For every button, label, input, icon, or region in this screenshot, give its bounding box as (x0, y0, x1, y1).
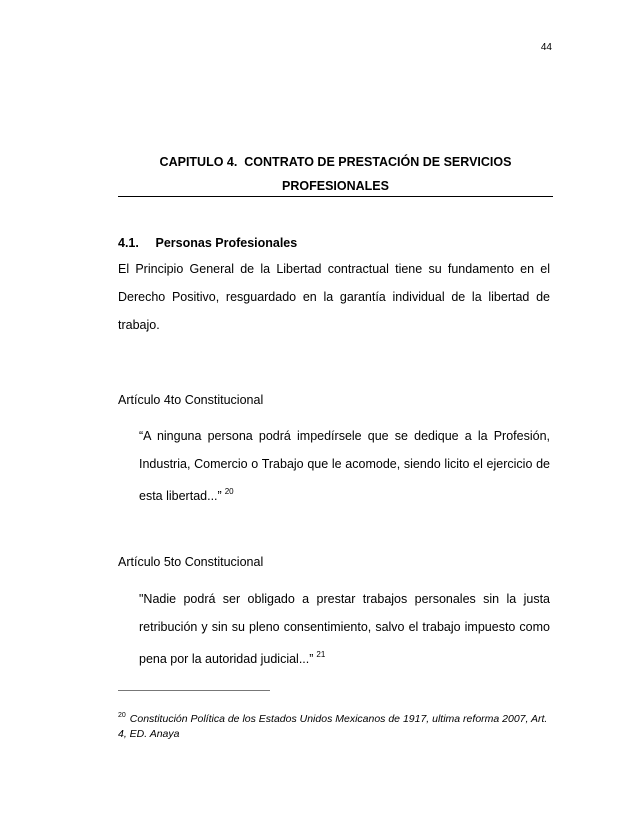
quote-line-text: pena por la autoridad judicial...” (139, 652, 314, 666)
article-5-title: Artículo 5to Constitucional (118, 555, 264, 569)
chapter-title-line-1: CAPITULO 4. CONTRATO DE PRESTACIÓN DE SERVICIOS (159, 155, 512, 169)
paragraph-line: trabajo. (118, 318, 160, 332)
quote-line: “A ninguna persona podrá impedírsele que se dedique a la Profesión, (139, 429, 550, 443)
footnote-reference[interactable]: 21 (316, 650, 326, 659)
footnote-line-2: 4, ED. Anaya (118, 728, 180, 740)
chapter-title-line-2: PROFESIONALES (282, 179, 389, 193)
article-4-quote (139, 422, 550, 506)
quote-line-last (139, 478, 550, 506)
footnote-divider (118, 690, 270, 691)
quote-line: "Nadie podrá ser obligado a prestar trabajos personales sin la justa (139, 592, 550, 606)
footnote-text: Constitución Política de los Estados Unidos Mexicanos de 1917, ultima reforma 2007, Art. (129, 713, 548, 725)
chapter-divider (118, 196, 553, 197)
quote-line: Industria, Comercio o Trabajo que le acomode, siendo licito el ejercicio de (139, 457, 550, 471)
article-4-title: Artículo 4to Constitucional (118, 393, 264, 407)
section-number: 4.1. (118, 236, 139, 250)
footnote-line-1 (118, 708, 558, 727)
section-title: Personas Profesionales (155, 236, 298, 250)
page-number: 44 (540, 42, 552, 53)
quote-line-last (139, 641, 550, 669)
chapter-title (118, 150, 553, 198)
quote-line: retribución y sin su pleno consentimiento, salvo el trabajo impuesto como (139, 620, 550, 634)
footnote-marker: 20 (118, 712, 126, 719)
footnote-reference[interactable]: 20 (224, 487, 234, 496)
section-paragraph (118, 255, 550, 339)
paragraph-line: Derecho Positivo, resguardado en la garantía individual de la libertad de (118, 290, 550, 304)
article-5-quote (139, 585, 550, 669)
footnote (118, 708, 558, 742)
section-heading (118, 236, 297, 250)
quote-line-text: esta libertad...” (139, 489, 222, 503)
paragraph-line: El Principio General de la Libertad contractual tiene su fundamento en el (118, 262, 550, 276)
